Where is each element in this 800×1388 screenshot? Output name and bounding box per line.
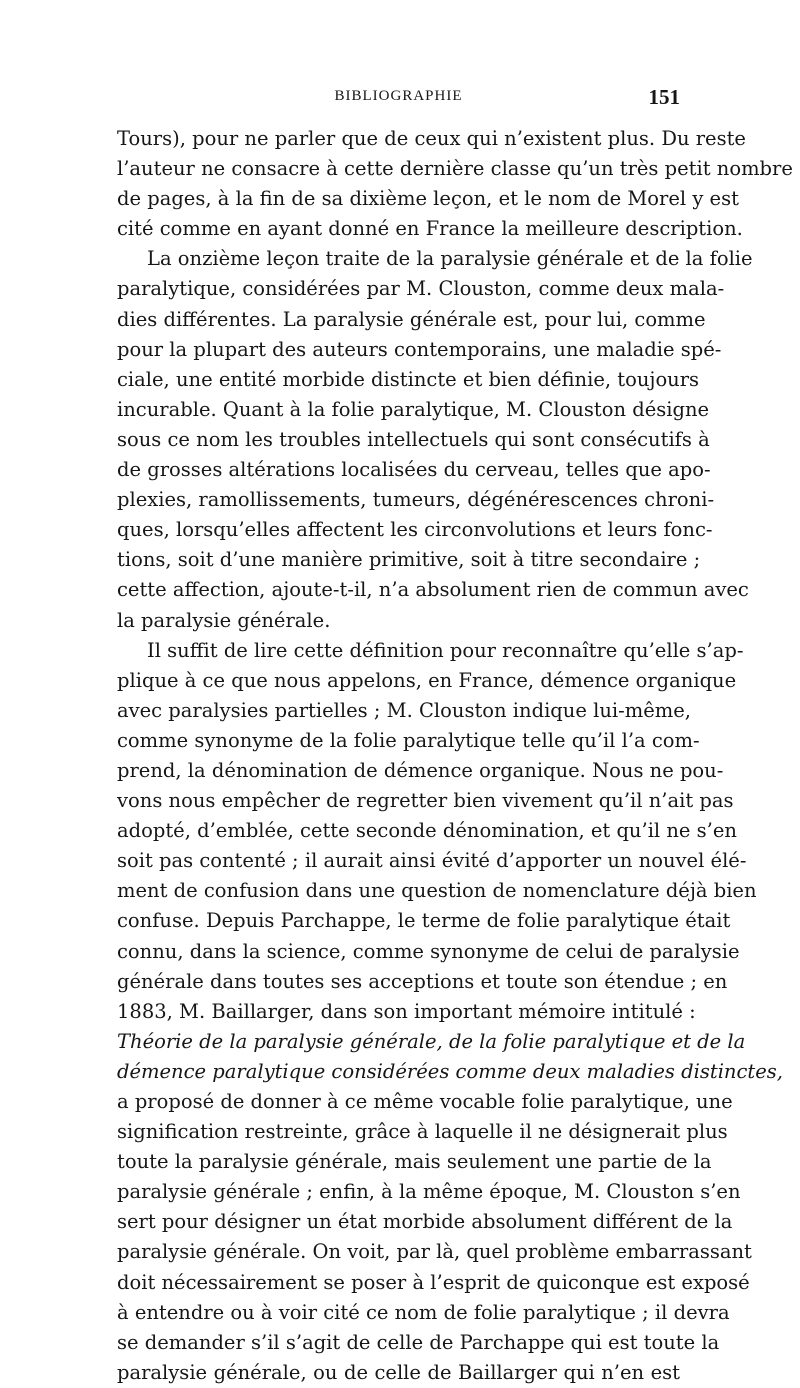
text-line: connu, dans la science, comme synonyme de celui de paralysie xyxy=(117,939,740,963)
text-line: sert pour désigner un état morbide absolument différent de la xyxy=(117,1210,733,1234)
page-number: 151 xyxy=(648,85,680,109)
text-line: ques, lorsqu’elles affectent les circonvolutions et leurs fonc- xyxy=(117,518,713,542)
text-line: paralytique, considérées par M. Clouston, comme deux mala- xyxy=(117,277,725,301)
text-line: adopté, d’emblée, cette seconde dénomination, et qu’il ne s’en xyxy=(117,819,737,843)
italic-title-line: démence paralytique considérées comme deux maladies distinctes, xyxy=(117,1059,783,1083)
text-line: avec paralysies partielles ; M. Clouston indique lui-même, xyxy=(117,698,691,722)
text-line: 1883, M. Baillarger, dans son important mémoire intitulé : xyxy=(117,999,696,1023)
text-line: tions, soit d’une manière primitive, soit à titre secondaire ; xyxy=(117,548,701,572)
text-line: vons nous empêcher de regretter bien vivement qu’il n’ait pas xyxy=(117,789,734,813)
text-line: sous ce nom les troubles intellectuels qui sont consécutifs à xyxy=(117,427,710,451)
text-line: cité comme en ayant donné en France la meilleure description. xyxy=(117,217,743,241)
text-line: doit nécessairement se poser à l’esprit de quiconque est exposé xyxy=(117,1270,750,1294)
text-line: cette affection, ajoute-t-il, n’a absolument rien de commun avec xyxy=(117,578,749,602)
text-line: l’auteur ne consacre à cette dernière classe qu’un très petit nombre xyxy=(117,157,793,181)
page-header xyxy=(117,85,680,118)
text-line: incurable. Quant à la folie paralytique, M. Clouston désigne xyxy=(117,397,710,421)
text-line: paralysie générale ; enfin, à la même époque, M. Clouston s’en xyxy=(117,1180,741,1204)
italic-title-line: Théorie de la paralysie générale, de la folie paralytique et de la xyxy=(117,1029,746,1053)
text-line: paralysie générale. On voit, par là, quel problème embarrassant xyxy=(117,1240,752,1264)
text-line: soit pas contenté ; il aurait ainsi évité d’apporter un nouvel élé- xyxy=(117,849,747,873)
text-line: a proposé de donner à ce même vocable folie paralytique, une xyxy=(117,1090,733,1113)
text-line: générale dans toutes ses acceptions et toute son étendue ; en xyxy=(117,969,728,993)
text-line: pour la plupart des auteurs contemporains, une maladie spé- xyxy=(117,337,722,361)
running-title: BIBLIOGRAPHIE xyxy=(334,88,463,104)
text-line: se demander s’il s’agit de celle de Parchappe qui est toute la xyxy=(117,1330,720,1354)
text-line: confuse. Depuis Parchappe, le terme de folie paralytique était xyxy=(117,909,731,933)
text-line: paralysie générale, ou de celle de Baillarger qui n’en est xyxy=(117,1360,680,1384)
text-line: ciale, une entité morbide distincte et bien définie, toujours xyxy=(117,367,700,391)
text-line: toute la paralysie générale, mais seulement une partie de la xyxy=(117,1150,712,1174)
text-line: de pages, à la fin de sa dixième leçon, et le nom de Morel y est xyxy=(117,187,739,211)
text-line: plique à ce que nous appelons, en France, démence organique xyxy=(117,668,737,692)
text-line: plexies, ramollissements, tumeurs, dégénérescences chroni- xyxy=(117,488,715,512)
paragraph-first-line: La onzième leçon traite de la paralysie générale et de la folie xyxy=(147,247,753,271)
text-line: à entendre ou à voir cité ce nom de folie paralytique ; il devra xyxy=(117,1300,730,1324)
text-line: comme synonyme de la folie paralytique telle qu’il l’a com- xyxy=(117,728,700,752)
paragraph-first-line: Il suffit de lire cette définition pour reconnaître qu’elle s’ap- xyxy=(147,638,744,662)
text-line: prend, la dénomination de démence organique. Nous ne pou- xyxy=(117,758,724,782)
text-line: dies différentes. La paralysie générale est, pour lui, comme xyxy=(117,307,706,331)
text-line: ment de confusion dans une question de nomenclature déjà bien xyxy=(117,879,757,903)
text-line: la paralysie générale. xyxy=(117,608,331,632)
body-text xyxy=(117,124,793,1388)
text-line: signification restreinte, grâce à laquelle il ne désignerait plus xyxy=(117,1120,728,1144)
text-line: Tours), pour ne parler que de ceux qui n’existent plus. Du reste xyxy=(117,127,746,150)
text-line: de grosses altérations localisées du cerveau, telles que apo- xyxy=(117,458,711,482)
